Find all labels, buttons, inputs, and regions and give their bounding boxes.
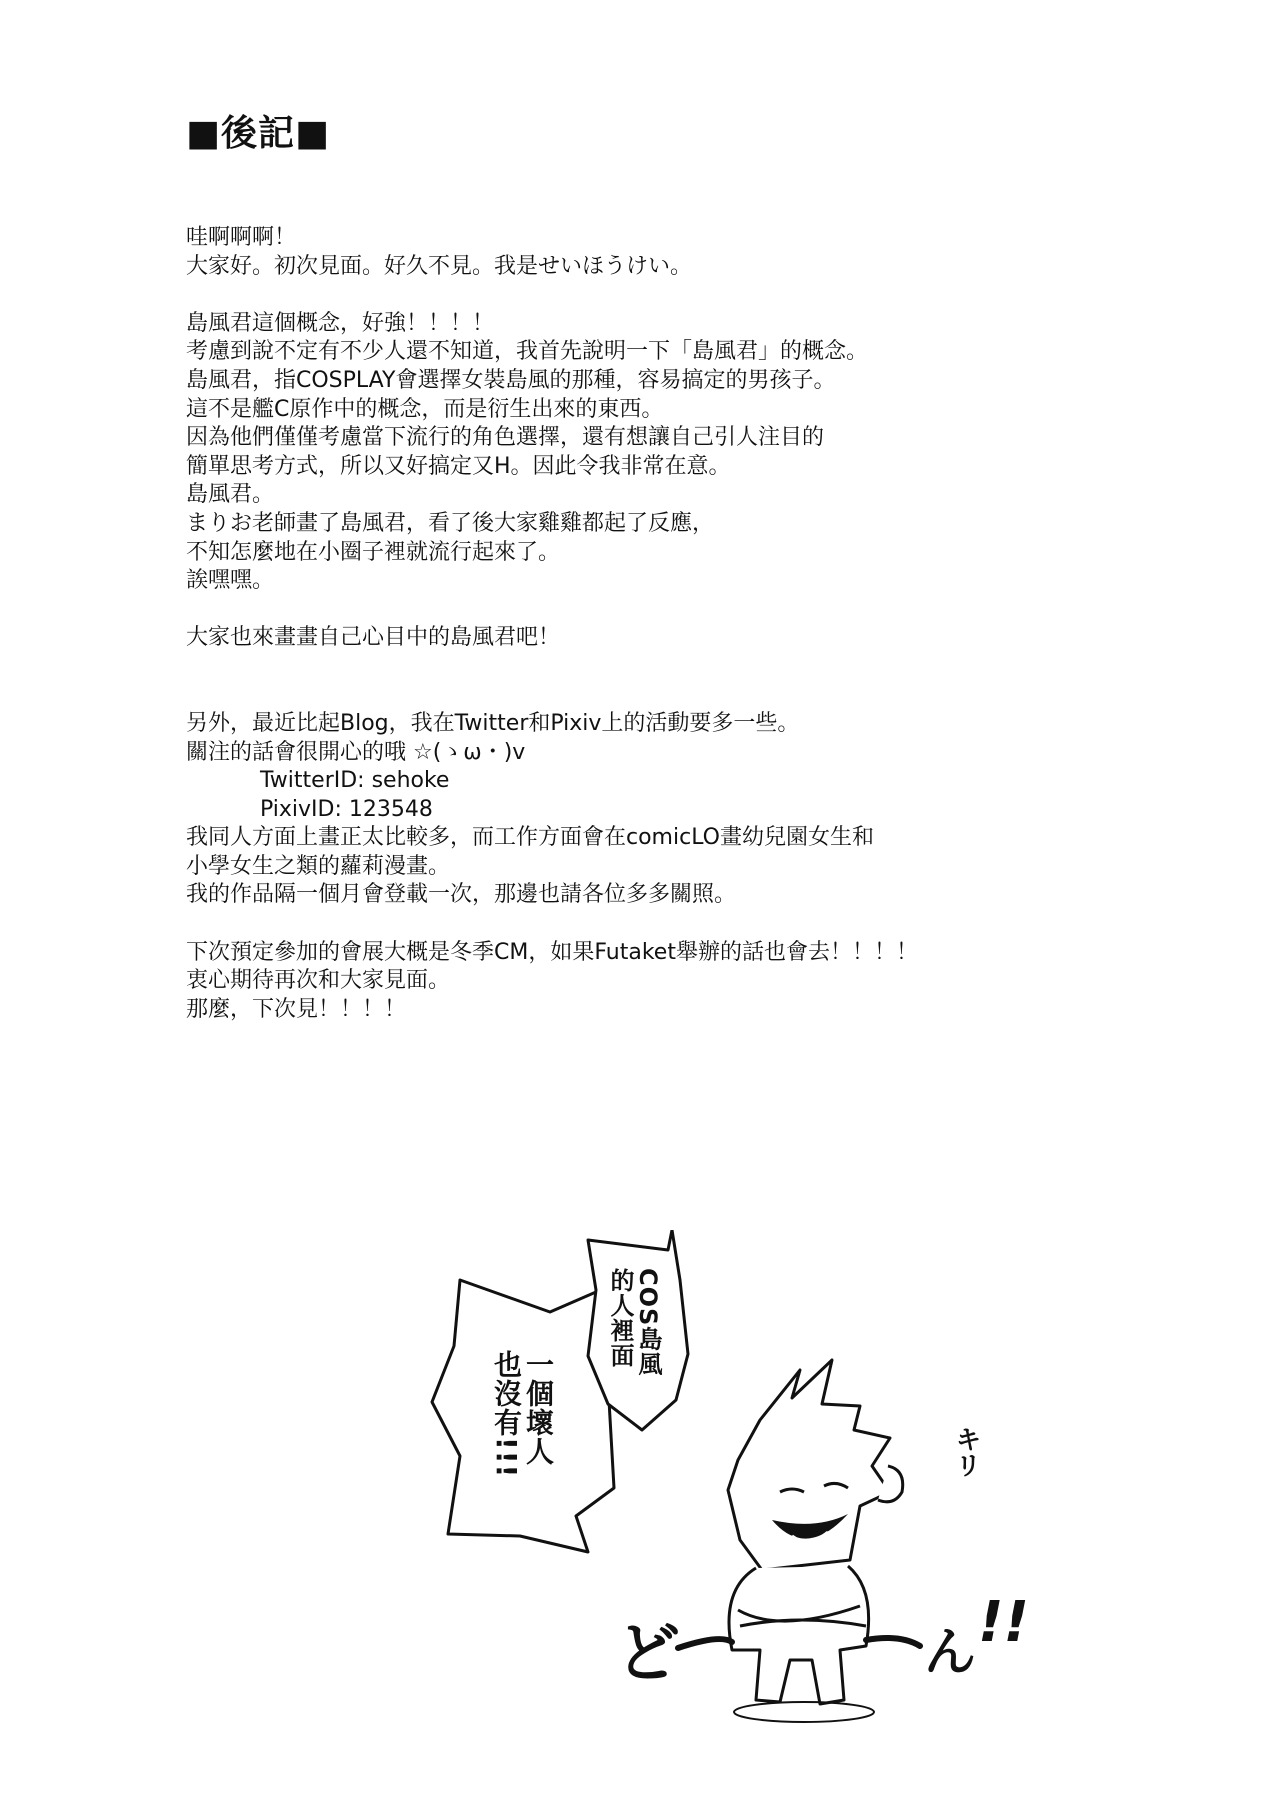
bubble-right-col2: 的人裡面 — [606, 1268, 634, 1368]
text-line: 哇啊啊啊！ — [186, 225, 297, 250]
text-line: 因為他們僅僅考慮當下流行的角色選擇，還有想讓自己引人注目的 — [186, 425, 825, 451]
text-line: 下次預定參加的會展大概是冬季CM，如果Futaket舉辦的話也會去！！！！ — [186, 939, 918, 965]
text-line: 衷心期待再次和大家見面。 — [186, 968, 451, 994]
text-line: 這不是艦C原作中的概念，而是衍生出來的東西。 — [186, 396, 664, 422]
text-line: 島風君這個概念，好強！！！！ — [186, 310, 495, 336]
text-line: 大家也來畫畫自己心目中的島風君吧！ — [186, 625, 561, 651]
sfx-exclaim: !! — [978, 1590, 1030, 1655]
text-line: 不知怎麼地在小圈子裡就流行起來了。 — [186, 539, 561, 565]
blank-line — [186, 596, 1086, 625]
afterword-heading: ■後記■ — [186, 113, 331, 154]
bubble-left-col2: 也沒有!!! — [490, 1350, 523, 1479]
text-line: 我同人方面上畫正太比較多，而工作方面會在comicLO畫幼兒園女生和 — [186, 825, 874, 851]
text-line: 島風君。 — [186, 482, 275, 508]
text-line: 關注的話會很開心的哦 ☆(ゝω・)v — [186, 739, 526, 765]
text-line: まりお老師畫了島風君，看了後大家雞雞都起了反應， — [186, 510, 715, 536]
text-line: 大家好。初次見面。好久不見。我是せいほうけい。 — [186, 253, 693, 279]
text-line: 那麼，下次見！！！！ — [186, 996, 407, 1022]
text-line: 誒嘿嘿。 — [186, 568, 275, 594]
text-line: 我的作品隔一個月會登載一次，那邊也請各位多多關照。 — [186, 882, 737, 908]
text-line: 島風君，指COSPLAY會選擇女裝島風的那種，容易搞定的男孩子。 — [186, 367, 836, 393]
text-line: 簡單思考方式，所以又好搞定又H。因此令我非常在意。 — [186, 453, 731, 479]
text-line: 另外，最近比起Blog，我在Twitter和Pixiv上的活動要多一些。 — [186, 710, 800, 736]
bubble-left-col1: 一個壞人 — [522, 1350, 555, 1466]
twitter-id: TwitterID: sehoke — [260, 768, 450, 794]
manga-illustration — [420, 1230, 1060, 1750]
pixiv-id: PixivID: 123548 — [260, 796, 433, 822]
sfx-n: ん — [924, 1623, 977, 1683]
bubble-right-col1: COS島風 — [634, 1268, 662, 1377]
sfx-don: ど — [616, 1617, 680, 1691]
blank-line — [186, 910, 1086, 939]
blank-line — [186, 653, 1086, 710]
sfx-kiri: キリ — [951, 1426, 981, 1478]
text-line: 考慮到說不定有不少人還不知道，我首先說明一下「島風君」的概念。 — [186, 339, 869, 365]
text-line: 小學女生之類的蘿莉漫畫。 — [186, 853, 451, 879]
blank-line — [186, 281, 1086, 310]
afterword-body — [186, 224, 1086, 1024]
